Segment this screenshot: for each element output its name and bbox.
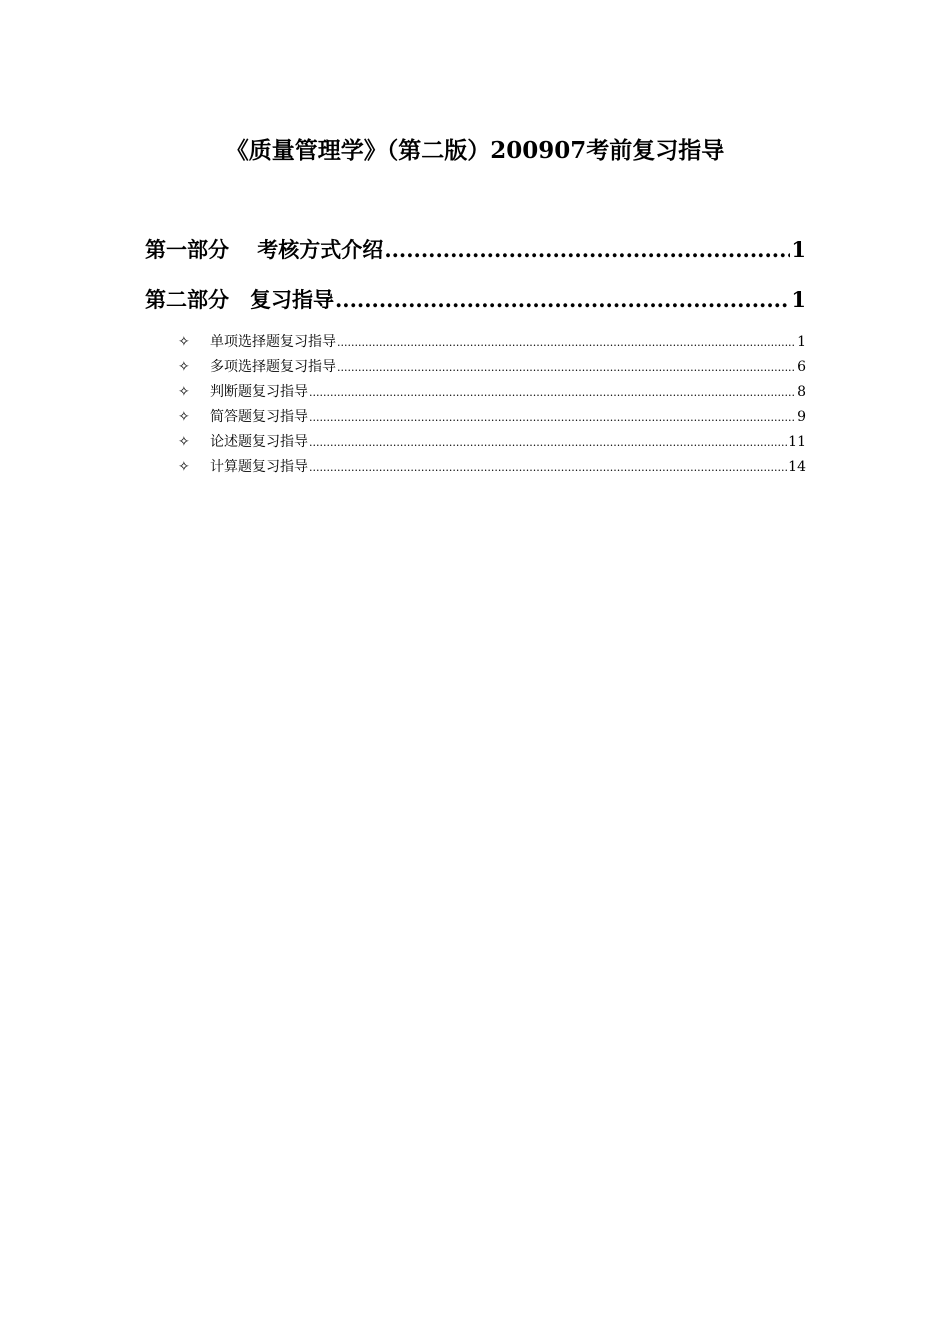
- toc-item-page: 9: [797, 409, 806, 425]
- diamond-bullet-icon: ✧: [178, 434, 190, 450]
- toc-item-label: 简答题复习指导: [210, 409, 308, 425]
- toc-leader-dots: [337, 357, 796, 378]
- toc-leader-dots: [384, 232, 790, 268]
- toc-item-label: 单项选择题复习指导: [210, 334, 336, 350]
- diamond-bullet-icon: ✧: [178, 359, 190, 375]
- toc-item-label: 计算题复习指导: [210, 459, 308, 475]
- toc-part-2[interactable]: [145, 282, 806, 332]
- toc-item-label: 判断题复习指导: [210, 384, 308, 400]
- toc-item-page: 6: [797, 359, 806, 375]
- toc-item-true-false[interactable]: [145, 382, 806, 407]
- toc-part-2-page: 1: [791, 287, 806, 312]
- toc-item-page: 1: [797, 334, 806, 350]
- diamond-bullet-icon: ✧: [178, 459, 190, 475]
- toc-item-multiple-choice[interactable]: [145, 357, 806, 382]
- toc-item-essay[interactable]: [145, 432, 806, 457]
- toc-item-label: 论述题复习指导: [210, 434, 308, 450]
- document-title: 《质量管理学》（第二版）200907考前复习指导: [225, 137, 725, 164]
- toc-item-calculation[interactable]: [145, 457, 806, 482]
- toc-item-short-answer[interactable]: [145, 407, 806, 432]
- diamond-bullet-icon: ✧: [178, 334, 190, 350]
- table-of-contents: [145, 232, 806, 482]
- diamond-bullet-icon: ✧: [178, 409, 190, 425]
- toc-leader-dots: [309, 457, 787, 478]
- toc-item-label: 多项选择题复习指导: [210, 359, 336, 375]
- toc-part-2-label: 第二部分 复习指导: [145, 287, 334, 312]
- toc-leader-dots: [337, 332, 796, 353]
- toc-part-1-label: 第一部分 考核方式介绍: [145, 237, 384, 262]
- toc-item-page: 14: [788, 459, 806, 475]
- toc-leader-dots: [335, 282, 790, 318]
- toc-part-1-page: 1: [791, 237, 806, 262]
- toc-item-page: 8: [797, 384, 806, 400]
- diamond-bullet-icon: ✧: [178, 384, 190, 400]
- toc-leader-dots: [309, 407, 796, 428]
- toc-leader-dots: [309, 432, 787, 453]
- toc-item-single-choice[interactable]: [145, 332, 806, 357]
- toc-leader-dots: [309, 382, 796, 403]
- toc-part-1[interactable]: [145, 232, 806, 282]
- toc-item-page: 11: [788, 434, 806, 450]
